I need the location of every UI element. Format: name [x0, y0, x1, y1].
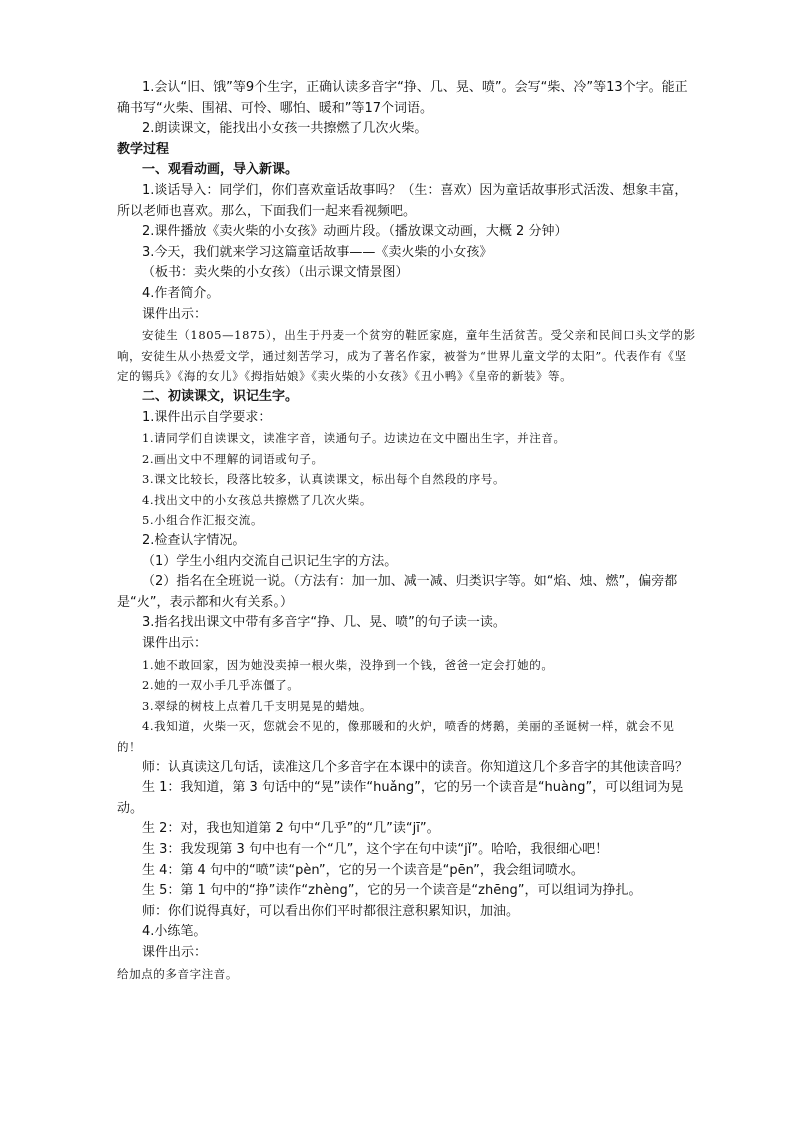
paragraph: 4.小练笔。 [142, 924, 207, 940]
paragraph: （2）指名在全班说一说。（方法有：加一加、减一减、归类识字等。如“焰、烛、燃”，偏旁都是“火”，表示都和火有关系。） [117, 574, 678, 610]
paragraph: 2.课件播放《卖火柴的小女孩》动画片段。（播放课文动画，大概 2 分钟） [142, 224, 568, 240]
goal-1: 1.会认“旧、饿”等9个生字，正确认读多音字“挣、几、晃、喷”。会写“柴、冷”等13个字。能正确书写“火柴、围裙、可怜、哪怕、暖和”等17个词语。 [117, 80, 688, 116]
example-sentence: 1.她不敢回家，因为她没卖掉一根火柴，没挣到一个钱，爸爸一定会打她的。 [142, 657, 554, 672]
paragraph: 3.今天，我们就来学习这篇童话故事——《卖火柴的小女孩》 [142, 244, 493, 260]
example-sentence: 4.我知道，火柴一灭，您就会不见的，像那暖和的火炉，喷香的烤鹅，美丽的圣诞树一样，就会不见的！ [117, 719, 675, 754]
paragraph: （1）学生小组内交流自己识记生字的方法。 [142, 553, 398, 569]
teacher-line: 师：你们说得真好，可以看出你们平时都很注意积累知识，加油。 [142, 903, 520, 919]
section-1-heading: 一、观看动画，导入新课。 [142, 162, 299, 178]
example-sentence: 3.翠绿的树枝上点着几千支明晃晃的蜡烛。 [142, 698, 372, 713]
requirement-item: 3.课文比较长，段落比较多，认真读课文，标出每个自然段的序号。 [142, 472, 506, 487]
paragraph: 1.课件出示自学要求： [142, 409, 272, 425]
student-line: 生 3：我发现第 3 句中也有一个“几”，这个字在句中读“jǐ”。哈哈，我很细心吧！ [142, 841, 609, 857]
paragraph: 3.指名找出课文中带有多音字“挣、几、晃、喷”的句子读一读。 [142, 615, 506, 631]
student-line: 生 2：对，我也知道第 2 句中“几乎”的“几”读“jī”。 [142, 821, 440, 837]
requirement-item: 4.找出文中的小女孩总共擦燃了几次火柴。 [142, 492, 372, 507]
paragraph: 1.谈话导入：同学们，你们喜欢童话故事吗？（生：喜欢）因为童话故事形式活泼、想象丰富，所以老师也喜欢。那么，下面我们一起来看视频吧。 [117, 182, 688, 219]
lesson-plan-body [117, 78, 697, 984]
process-heading: 教学过程 [117, 141, 170, 157]
section-2-heading: 二、初读课文，识记生字。 [142, 388, 299, 404]
paragraph: 2.检查认字情况。 [142, 533, 246, 549]
requirement-item: 2.画出文中不理解的词语或句子。 [142, 451, 324, 466]
student-line: 生 4：第 4 句中的“喷”读“pèn”，它的另一个读音是“pēn”，我会组词喷水。 [142, 862, 584, 878]
author-intro: 安徒生（1805—1875），出生于丹麦一个贫穷的鞋匠家庭，童年生活贫苦。受父亲和民间口头文学的影响，安徒生从小热爱文学，通过刻苦学习，成为了著名作家，被誉为“世界儿童文学的太阳”。代表作有《坚定的锡兵》《海的女儿》《拇指姑娘》《卖火柴的小女孩》《丑小鸭》《皇帝的新装》等。 [117, 328, 696, 384]
example-sentence: 2.她的一双小手几乎冻僵了。 [142, 678, 300, 693]
courseware-label: 课件出示： [142, 636, 208, 652]
student-line: 生 5：第 1 句中的“挣”读作“zhèng”，它的另一个读音是“zhēng”，可以组词为挣扎。 [142, 883, 642, 899]
paragraph: （板书：卖火柴的小女孩）（出示课文情景图） [142, 265, 409, 281]
requirement-item: 1.请同学们自读课文，读准字音，读通句子。边读边在文中圈出生字，并注音。 [142, 431, 566, 446]
courseware-label: 课件出示： [142, 306, 208, 322]
teacher-line: 师：认真读这几句话，读准这几个多音字在本课中的读音。你知道这几个多音字的其他读音吗？ [142, 759, 689, 775]
student-line: 生 1：我知道，第 3 句话中的“晃”读作“huǎng”，它的另一个读音是“huàng”，可以组词为晃动。 [117, 780, 684, 816]
goal-2: 2.朗读课文，能找出小女孩一共擦燃了几次火柴。 [142, 121, 428, 137]
requirement-item: 5.小组合作汇报交流。 [142, 513, 264, 528]
paragraph: 4.作者简介。 [142, 285, 220, 301]
courseware-label: 课件出示： [142, 944, 208, 960]
exercise-instruction: 给加点的多音字注音。 [117, 966, 238, 981]
